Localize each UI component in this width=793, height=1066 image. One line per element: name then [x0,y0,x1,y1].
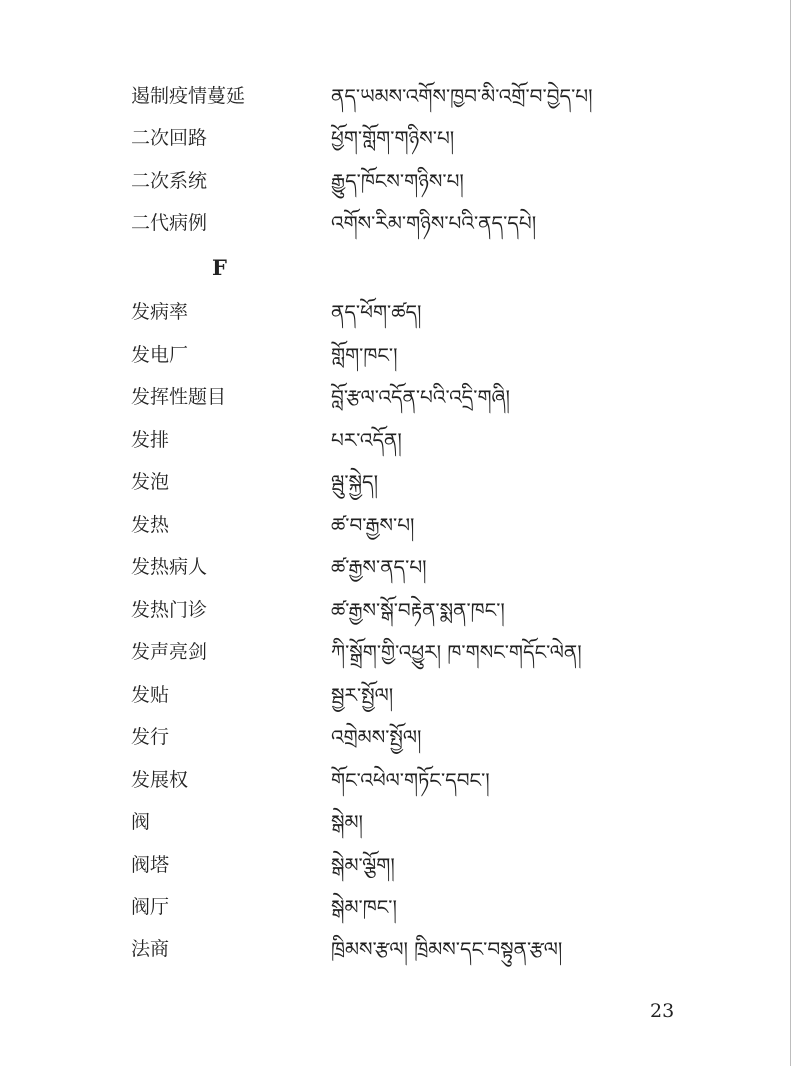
glossary-entry [0,76,793,116]
chinese-term: 二次回路 [131,127,208,149]
chinese-term: 法商 [131,938,170,960]
glossary-entry [0,505,793,545]
chinese-term: 发热 [131,514,170,536]
tibetan-term: ཚ་བ་རྒྱས་པ། [331,513,415,537]
tibetan-term: སྒེམ། [331,810,363,834]
glossary-entry [0,335,793,375]
tibetan-term: ནད་ཡམས་འགོས་ཁྱབ་མི་འགྲོ་བ་བྱེད་པ། [331,84,593,108]
tibetan-term: ཁྲིམས་རྩལ། ཁྲིམས་དང་བསྟུན་རྩལ། [331,937,563,961]
glossary-entry [0,420,793,460]
glossary-entry [0,547,793,587]
tibetan-term: བློ་རྩལ་འདོན་པའི་འདྲི་གཞི། [331,385,510,409]
glossary-entry [0,462,793,502]
glossary-entry [0,675,793,715]
glossary-entry [0,845,793,885]
tibetan-term: སྒེམ་ཁང་། [331,895,397,919]
tibetan-term: རྒྱུད་ཁོངས་གཉིས་པ། [331,169,464,193]
glossary-entry [0,929,793,969]
chinese-term: 发热病人 [131,556,208,578]
tibetan-term: གློག་ཁང་། [331,343,398,367]
chinese-term: 二次系统 [131,170,208,192]
chinese-term: 二代病例 [131,212,208,234]
chinese-term: 阀塔 [131,854,170,876]
tibetan-term: གོང་འཕེལ་གཏོང་དབང་། [331,768,490,792]
glossary-entry [0,760,793,800]
chinese-term: 发声亮剑 [131,641,208,663]
tibetan-term: འགྲེམས་སྤྱོལ། [331,725,422,749]
chinese-term: 发展权 [131,769,189,791]
tibetan-term: འགོས་རིམ་གཉིས་པའི་ནད་དཔེ། [331,211,537,235]
tibetan-term: ལྦུ་སྐྱེད། [331,470,379,494]
tibetan-term: ཚ་རྒྱས་ནད་པ། [331,555,427,579]
tibetan-term: ནད་ཕོག་ཚད། [331,300,422,324]
chinese-term: 发贴 [131,684,170,706]
chinese-term: 遏制疫情蔓延 [131,85,246,107]
chinese-term: 阀 [131,811,151,833]
glossary-entry [0,161,793,201]
tibetan-term: སྒེམ་ལྕོག། [331,853,395,877]
glossary-entry [0,887,793,927]
glossary-entry [0,292,793,332]
tibetan-term: ཀི་སྒྲོག་གྱི་འཕྱུར། ཁ་གསང་གདོང་ལེན། [331,640,582,664]
glossary-entry [0,632,793,672]
chinese-term: 发行 [131,726,170,748]
tibetan-term: པར་འདོན། [331,428,402,452]
chinese-term: 发病率 [131,301,189,323]
page-number: 23 [650,1000,675,1022]
glossary-entry [0,590,793,630]
chinese-term: 阀厅 [131,896,170,918]
chinese-term: 发泡 [131,471,170,493]
glossary-entry [0,802,793,842]
glossary-entry [0,118,793,158]
tibetan-term: ཕྱོག་གློག་གཉིས་པ། [331,126,455,150]
chinese-term: 发电厂 [131,344,189,366]
glossary-entry [0,377,793,417]
glossary-entry [0,203,793,243]
chinese-term: 发挥性题目 [131,386,227,408]
tibetan-term: ཚ་རྒྱས་སྒོ་བརྟེན་སྨན་ཁང་། [331,598,505,622]
chinese-term: 发排 [131,429,170,451]
glossary-entry [0,717,793,757]
chinese-term: 发热门诊 [131,599,208,621]
tibetan-term: སྦྱར་སྤྱོལ། [331,683,394,707]
section-heading: F [212,255,227,280]
